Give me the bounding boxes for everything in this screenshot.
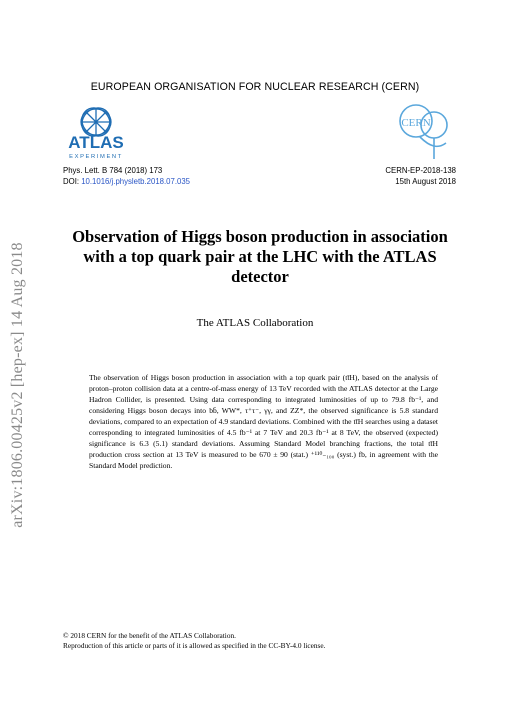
paper-author: The ATLAS Collaboration	[196, 317, 314, 329]
atlas-logo	[63, 104, 127, 164]
report-date: 15th August 2018	[395, 176, 456, 186]
cern-logo	[394, 97, 456, 161]
cern-logo-graphic	[394, 97, 456, 161]
copyright-line-2: Reproduction of this article or parts of it is allowed as specified in the CC-BY-4.0 license.	[63, 641, 326, 650]
atlas-logo-subtext: EXPERIMENT	[69, 154, 123, 160]
copyright-line-1: © 2018 CERN for the benefit of the ATLAS Collaboration.	[63, 631, 236, 640]
doi-link[interactable]: 10.1016/j.physletb.2018.07.035	[81, 176, 191, 186]
arxiv-stamp	[5, 215, 31, 555]
arxiv-stamp-text: arXiv:1806.00425v2 [hep-ex] 14 Aug 2018	[9, 242, 26, 528]
abstract-text: The observation of Higgs boson production in association with a top quark pair (tt̄H), based on the analysis of proton–proton collision data at a centre-of-mass energy of 13 TeV recorded with the ATLAS detector at the Large Hadron Collider, is presented. Using data corresponding to integrated luminosities of up to 79.8 fb⁻¹, and considering Higgs boson decays into bb̄, WW*, τ⁺τ⁻, γγ, and ZZ*, the observed significance is 5.8 standard deviations, compared to an expectation of 4.9 standard deviations. Combined with the tt̄H searches using a dataset corresponding to integrated luminosities of 4.5 fb⁻¹ at 7 TeV and 20.3 fb⁻¹ at 8 TeV, the observed (expected) significance is 6.3 (5.1) standard deviations. Assuming Standard Model branching fractions, the total tt̄H production cross section at 13 TeV is measured to be 670 ± 90 (stat.) ⁺¹¹⁰₋₁₀₀ (syst.) fb, in agreement with the Standard Model prediction.	[89, 373, 438, 470]
doi-line	[63, 177, 190, 188]
publication-info	[63, 166, 190, 187]
abstract	[89, 372, 438, 471]
journal-reference: Phys. Lett. B 784 (2018) 173	[63, 166, 163, 175]
paper-title: Observation of Higgs boson production in association with a top quark pair at the LHC with the ATLAS detector	[72, 227, 448, 286]
report-number: CERN-EP-2018-138	[385, 166, 456, 175]
report-info	[385, 166, 456, 187]
atlas-logo-graphic	[63, 104, 127, 164]
doi-label: DOI:	[63, 176, 82, 186]
copyright-notice	[63, 631, 325, 651]
organisation-header: EUROPEAN ORGANISATION FOR NUCLEAR RESEARCH (CERN)	[90, 81, 420, 93]
cern-logo-text: CERN	[401, 117, 431, 129]
atlas-logo-text: ATLAS	[68, 133, 124, 152]
